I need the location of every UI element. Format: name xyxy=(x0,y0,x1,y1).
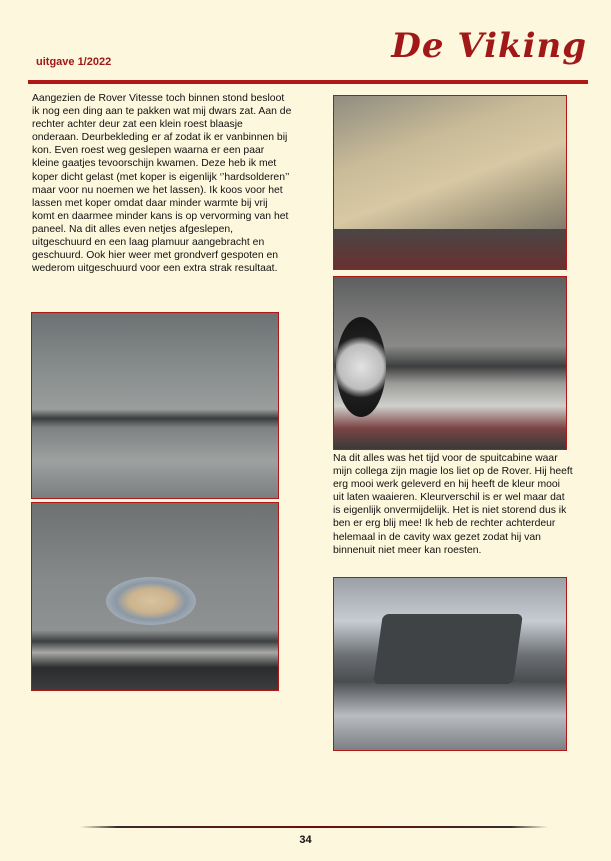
photo-door-filler-patch xyxy=(31,502,279,691)
header-divider xyxy=(28,80,588,84)
issue-label: uitgave 1/2022 xyxy=(36,56,112,68)
photo-painted-car-side xyxy=(333,276,567,450)
car-hood xyxy=(373,614,523,684)
photo-door-bottom-edge xyxy=(31,312,279,499)
photo-masked-car-side xyxy=(333,95,567,270)
filler-patch xyxy=(106,577,196,625)
photo-car-in-spray-booth xyxy=(333,577,567,751)
page-number: 34 xyxy=(299,834,312,846)
car-wheel xyxy=(336,317,386,417)
footer-divider xyxy=(80,826,548,828)
magazine-logo: De Viking xyxy=(391,26,587,66)
article-text-right: Na dit alles was het tijd voor de spuitcabine waar mijn collega zijn magie los liet op de Rover. Hij heeft erg mooi werk geleverd en hij heeft de kleur mooi uit laten waaieren. Kleurverschil is er wel maar dat is eigenlijk onvermijdelijk. Het is niet storend dus ik ben er erg blij mee! Ik heb de rechter achterdeur helemaal in de cavity wax gezet zodat hij van binnenuit niet meer kan roesten. xyxy=(333,453,573,556)
workshop-floor xyxy=(334,229,566,269)
article-text-left: Aangezien de Rover Vitesse toch binnen stond besloot ik nog een ding aan te pakken wat mij dwars zat. Aan de rechter achter deur zat een klein roest blaasje onderaan. Deurbekleding er af zodat ik er vanbinnen bij kon. Even roest weg geslepen waarna er een paar kleine gaatjes tevoorschijn kwamen. Deze heb ik met koper dicht gelast (met koper is eigenlijk ‘’hardsolderen’’ maar voor nu noemen we het lassen). Ik koos voor het lassen met koper omdat daar minder warmte bij vrij komt en daarmee minder kans is op vervorming van het paneel. Na dit alles even netjes afgeslepen, uitgeschuurd en een laag plamuur aangebracht en geschuurd. Ook hier weer met grondverf gespoten en wederom uitgeschuurd voor een extra strak resultaat. xyxy=(32,93,292,275)
